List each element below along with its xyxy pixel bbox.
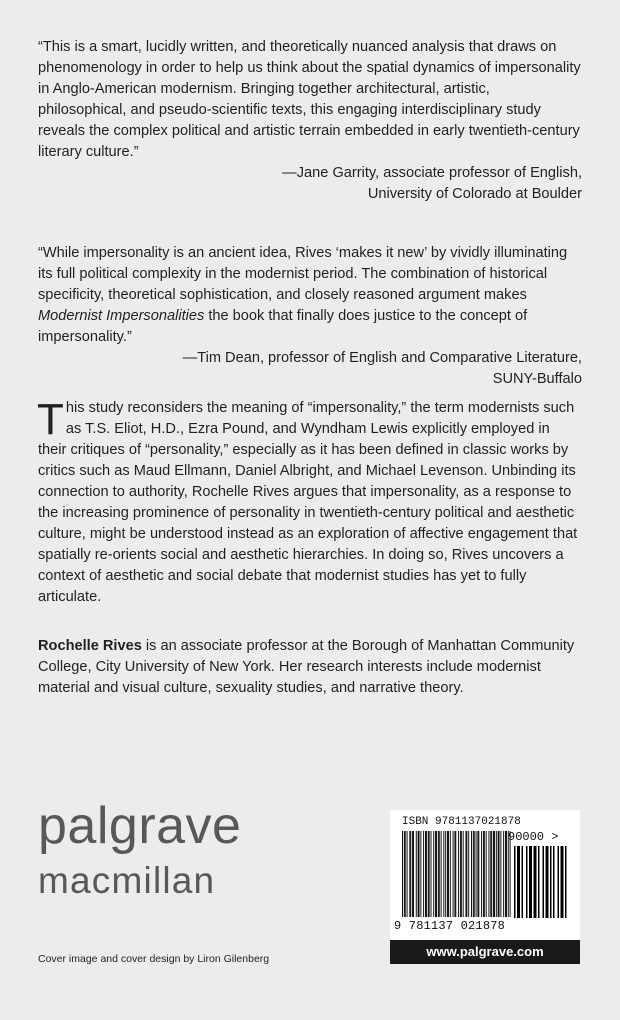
barcode-bar (423, 831, 424, 917)
barcode-bar (488, 831, 489, 917)
barcode-bar (416, 831, 417, 917)
attribution-line: University of Colorado at Boulder (367, 186, 582, 202)
barcode-bar (426, 831, 427, 917)
barcode-bar (448, 831, 449, 917)
barcode-bar (506, 831, 507, 917)
barcode-bar (431, 831, 432, 917)
barcode-bar (499, 831, 500, 917)
isbn-label: ISBN 9781137021878 (402, 816, 521, 828)
barcode-bar (510, 831, 511, 917)
attribution-line: —Jane Garrity, associate professor of English, (282, 165, 582, 181)
barcode-bar (412, 831, 413, 917)
barcode-bar (496, 831, 497, 917)
barcode-bar (409, 831, 410, 917)
barcode-bar (519, 846, 521, 918)
price-code: 90000 > (508, 830, 559, 844)
barcode-bar (558, 846, 560, 918)
barcode-bar (473, 831, 474, 917)
barcode-bar (553, 846, 555, 918)
barcode-bar (458, 831, 459, 917)
barcode-bar (474, 831, 475, 917)
barcode-bar (561, 846, 563, 918)
isbn-barcode (390, 810, 580, 940)
barcode-bar (538, 846, 540, 918)
publisher-logo (38, 797, 242, 901)
barcode-bar (419, 831, 420, 917)
barcode-bar (529, 846, 531, 918)
barcode-bar (418, 831, 419, 917)
attribution-line: SUNY-Buffalo (492, 371, 582, 387)
barcode-bar (505, 831, 506, 917)
barcode-bar (438, 831, 439, 917)
barcode-bars (390, 810, 580, 918)
barcode-bar (443, 831, 444, 917)
endorsement-quote-2 (38, 243, 582, 390)
barcode-bar (514, 846, 516, 918)
barcode-bar (420, 831, 421, 917)
barcode-bar (476, 831, 477, 917)
barcode-bar (447, 831, 448, 917)
barcode-bar (410, 831, 411, 917)
barcode-bar (517, 846, 519, 918)
barcode-bar (500, 831, 501, 917)
barcode-bar (531, 846, 533, 918)
quote-attribution (38, 348, 582, 390)
barcode-bar (522, 846, 524, 918)
barcode-bar (435, 831, 436, 917)
drop-cap: T (37, 395, 64, 444)
barcode-bar (428, 831, 429, 917)
barcode-bar (543, 846, 545, 918)
barcode-bar (453, 831, 454, 917)
barcode-bar (461, 831, 462, 917)
barcode-bar (546, 846, 548, 918)
barcode-bar (535, 846, 537, 918)
barcode-bar (402, 831, 403, 917)
barcode-bar (486, 831, 487, 917)
barcode-bar (562, 846, 564, 918)
barcode-bar (460, 831, 461, 917)
barcode-bar (425, 831, 426, 917)
barcode-bar (503, 831, 504, 917)
barcode-bar (465, 831, 466, 917)
barcode-bar (436, 831, 437, 917)
barcode-bar (468, 831, 469, 917)
barcode-bar (439, 831, 440, 917)
barcode-bar (471, 831, 472, 917)
barcode-bar (483, 831, 484, 917)
barcode-bar (466, 831, 467, 917)
quote-attribution (38, 163, 582, 205)
barcode-bar (493, 831, 494, 917)
barcode-bar (454, 831, 455, 917)
barcode-bar (478, 831, 479, 917)
cover-credit: Cover image and cover design by Liron Gilenberg (38, 953, 270, 965)
bio-text: is an associate professor at the Borough of Manhattan Community College, City University of New York. Her research interests include modernist material and visual culture, sexuality studies, and narrative theory. (38, 638, 575, 696)
quote-text (38, 243, 582, 348)
author-bio (38, 636, 582, 699)
publisher-url[interactable]: www.palgrave.com (390, 940, 580, 964)
book-description (37, 395, 582, 608)
barcode-bar (494, 831, 495, 917)
barcode-bar (491, 831, 492, 917)
quote-text-part: the book that finally does justice to the concept of impersonality.” (38, 308, 528, 345)
barcode-bar (407, 831, 408, 917)
book-title: Modernist Impersonalities (38, 308, 205, 324)
barcode-bar (405, 831, 406, 917)
barcode-bar (526, 846, 528, 918)
barcode-bar (445, 831, 446, 917)
barcode-bar (455, 831, 456, 917)
barcode-bar (450, 831, 451, 917)
logo-palgrave: palgrave (38, 797, 242, 855)
barcode-bar (441, 831, 442, 917)
barcode-bar (477, 831, 478, 917)
attribution-line: —Tim Dean, professor of English and Comparative Literature, (182, 350, 582, 366)
description-text: his study reconsiders the meaning of “impersonality,” the term modernists such as T.S. Eliot, H.D., Ezra Pound, and Wyndham Lewis explicitly employed in their critiques of “personality,” especially as it has been defined in classic works by critics such as Maud Ellmann, Daniel Albright, and Michael Levenson. Unbinding its connection to authority, Rochelle Rives argues that impersonality, as a response to the increasing prominence of personality in twentieth-century political and aesthetic culture, might be understood instead as an exploration of affective engagement that spatially re-orients social and aesthetic hierarchies. In doing so, Rives uncovers a context of aesthetic and social debate that modernist studies has yet to fully articulate. (38, 400, 578, 605)
author-name: Rochelle Rives (38, 638, 142, 654)
barcode-bar (534, 846, 536, 918)
barcode-bar (565, 846, 567, 918)
barcode-bar (429, 831, 430, 917)
quote-text-part: “While impersonality is an ancient idea, Rives ‘makes it new’ by vividly illuminating its full political complexity in the modernist period. The combination of historical specificity, theoretical sophistication, and closely reasoned argument makes (38, 245, 568, 303)
barcode-bar (463, 831, 464, 917)
barcode-bar (404, 831, 405, 917)
barcode-bar (490, 831, 491, 917)
barcode-bar (484, 831, 485, 917)
quote-text: “This is a smart, lucidly written, and theoretically nuanced analysis that draws on phenomenology in order to help us think about the spatial dynamics of impersonality in Anglo-American modernism. Bringing together architectural, artistic, philosophical, and pseudo-scientific texts, this engaging interdisciplinary study reveals the complex political and artistic terrain embedded in early twentieth-century literary culture.” (38, 39, 581, 160)
logo-macmillan: macmillan (38, 860, 216, 901)
barcode-bar (550, 846, 552, 918)
barcode-bar (433, 831, 434, 917)
barcode-digits: 9 781137 021878 (394, 919, 506, 933)
endorsement-quote-1 (38, 37, 582, 205)
barcode-bar (413, 831, 414, 917)
barcode-bar (547, 846, 549, 918)
barcode-bar (481, 831, 482, 917)
barcode-bar (498, 831, 499, 917)
barcode-bar (508, 831, 509, 917)
